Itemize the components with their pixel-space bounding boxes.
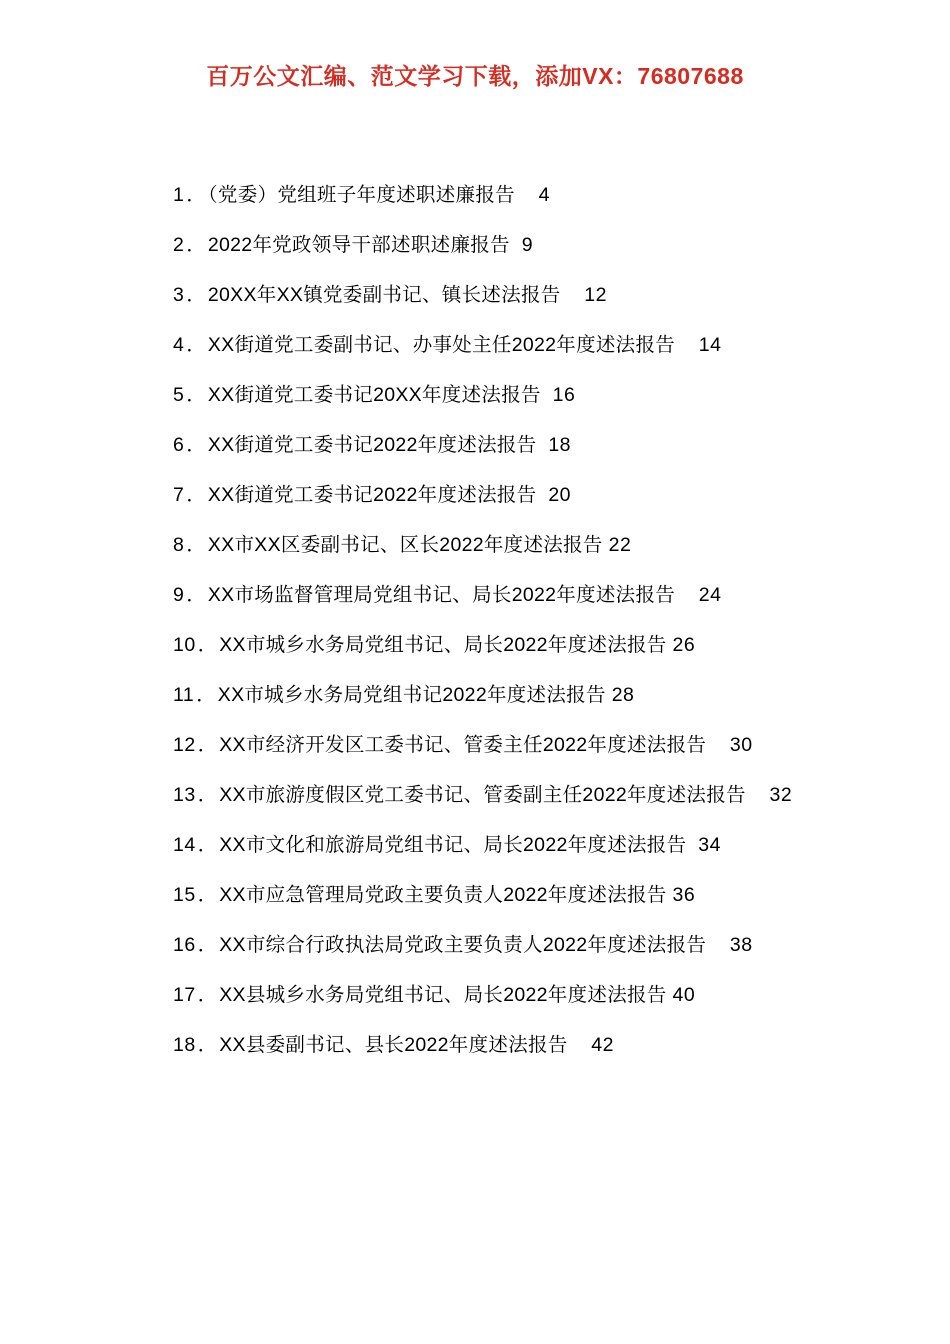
toc-entry-number: 14: [173, 834, 196, 856]
toc-entry-title: 20XX年XX镇党委副书记、镇长述法报告: [207, 284, 561, 306]
toc-entry-page-number: 40: [672, 984, 696, 1006]
toc-entry-number: 2: [173, 234, 185, 256]
toc-entry-number: 3: [173, 284, 185, 306]
toc-entry-title: XX县委副书记、县长2022年度述法报告: [219, 1034, 568, 1056]
toc-entry-page-number: 34: [698, 834, 721, 856]
toc-entry-number: 4: [173, 334, 185, 356]
toc-entry-separator: ．: [186, 334, 206, 356]
toc-entry-separator: ．: [197, 884, 218, 906]
toc-entry-title: XX市城乡水务局党组书记2022年度述法报告: [217, 684, 606, 706]
toc-entry-title: 2022年党政领导干部述职述廉报告: [207, 234, 510, 256]
toc-entry-separator: ．: [197, 1034, 218, 1056]
toc-entry-number: 17: [173, 984, 196, 1006]
toc-entry-separator: ．: [196, 684, 216, 706]
toc-entry[interactable]: [135, 920, 815, 970]
toc-entry-number: 10: [173, 634, 196, 656]
toc-entry-page-number: 9: [521, 234, 534, 256]
promo-watermark-header: 百万公文汇编、范文学习下载，添加VX：76807688: [206, 63, 744, 89]
toc-entry[interactable]: [135, 720, 815, 770]
toc-entry[interactable]: [135, 170, 815, 220]
toc-entry-page-number: 18: [548, 434, 572, 456]
toc-entry-title: XX市旅游度假区党工委书记、管委副主任2022年度述法报告: [219, 784, 746, 806]
toc-entry-page-number: 24: [698, 584, 722, 606]
toc-entry-number: 8: [173, 534, 185, 556]
toc-entry-page-number: 30: [729, 734, 753, 756]
toc-entry-title: XX市应急管理局党政主要负责人2022年度述法报告: [219, 884, 667, 906]
toc-entry-title: XX市文化和旅游局党组书记、局长2022年度述法报告: [219, 834, 687, 856]
toc-entry-title: XX街道党工委书记2022年度述法报告: [207, 484, 537, 506]
toc-entry-separator: ．: [186, 584, 206, 606]
toc-entry-title: XX市经济开发区工委书记、管委主任2022年度述法报告: [219, 734, 707, 756]
toc-entry-separator: ．: [186, 534, 206, 556]
toc-entry-separator: ．: [197, 734, 218, 756]
toc-entry-page-number: 36: [672, 884, 696, 906]
toc-entry-page-number: 42: [591, 1034, 614, 1056]
toc-entry-separator: ．: [197, 984, 218, 1006]
toc-entry-title: XX市XX区委副书记、区长2022年度述法报告: [207, 534, 603, 556]
toc-entry-title: （党委）党组班子年度述职述廉报告: [207, 184, 515, 206]
table-of-contents: [135, 170, 815, 1070]
toc-entry-page-number: 22: [608, 534, 632, 556]
toc-entry-number: 9: [173, 584, 185, 606]
toc-entry[interactable]: [135, 470, 815, 520]
toc-entry[interactable]: [135, 670, 815, 720]
toc-entry-separator: ．: [186, 484, 206, 506]
toc-entry-title: XX市城乡水务局党组书记、局长2022年度述法报告: [219, 634, 667, 656]
toc-entry-number: 16: [173, 934, 196, 956]
toc-entry[interactable]: [135, 770, 815, 820]
toc-entry[interactable]: [135, 520, 815, 570]
toc-entry-page-number: 12: [584, 284, 607, 306]
toc-entry[interactable]: [135, 620, 815, 670]
toc-entry-page-number: 16: [552, 384, 576, 406]
toc-entry-number: 1: [173, 184, 185, 206]
toc-entry[interactable]: [135, 270, 815, 320]
toc-entry[interactable]: [135, 1020, 815, 1070]
toc-entry-title: XX市综合行政执法局党政主要负责人2022年度述法报告: [219, 934, 707, 956]
toc-entry[interactable]: [135, 970, 815, 1020]
toc-entry-number: 12: [173, 734, 196, 756]
toc-entry[interactable]: [135, 370, 815, 420]
toc-entry-page-number: 4: [538, 184, 550, 206]
toc-entry-separator: ．: [186, 234, 206, 256]
toc-entry-page-number: 28: [611, 684, 635, 706]
toc-entry[interactable]: [135, 220, 815, 270]
toc-entry-number: 6: [173, 434, 185, 456]
toc-entry-number: 13: [173, 784, 196, 806]
toc-entry-number: 7: [173, 484, 185, 506]
toc-entry-number: 15: [173, 884, 196, 906]
toc-entry-number: 11: [173, 684, 195, 706]
toc-entry-number: 5: [173, 384, 185, 406]
toc-entry-separator: ．: [197, 934, 218, 956]
toc-entry-title: XX街道党工委书记20XX年度述法报告: [207, 384, 541, 406]
toc-entry[interactable]: [135, 820, 815, 870]
toc-entry-separator: ．: [186, 284, 206, 306]
toc-entry-page-number: 20: [548, 484, 572, 506]
toc-entry-number: 18: [173, 1034, 196, 1056]
toc-entry[interactable]: [135, 420, 815, 470]
toc-entry-title: XX街道党工委副书记、办事处主任2022年度述法报告: [207, 334, 676, 356]
toc-entry-separator: ．: [197, 834, 218, 856]
toc-entry-page-number: 32: [769, 784, 793, 806]
toc-entry[interactable]: [135, 570, 815, 620]
toc-entry-title: XX街道党工委书记2022年度述法报告: [207, 434, 537, 456]
toc-entry-separator: ．: [197, 634, 218, 656]
toc-entry-page-number: 14: [698, 334, 722, 356]
toc-entry-page-number: 26: [672, 634, 696, 656]
toc-entry-separator: ．: [197, 784, 218, 806]
toc-entry-separator: ．: [186, 434, 206, 456]
toc-entry-separator: ．: [186, 384, 206, 406]
toc-entry-separator: ．: [186, 184, 206, 206]
toc-entry[interactable]: [135, 320, 815, 370]
toc-entry[interactable]: [135, 870, 815, 920]
toc-entry-title: XX市场监督管理局党组书记、局长2022年度述法报告: [207, 584, 676, 606]
toc-entry-page-number: 38: [729, 934, 753, 956]
toc-entry-title: XX县城乡水务局党组书记、局长2022年度述法报告: [219, 984, 667, 1006]
